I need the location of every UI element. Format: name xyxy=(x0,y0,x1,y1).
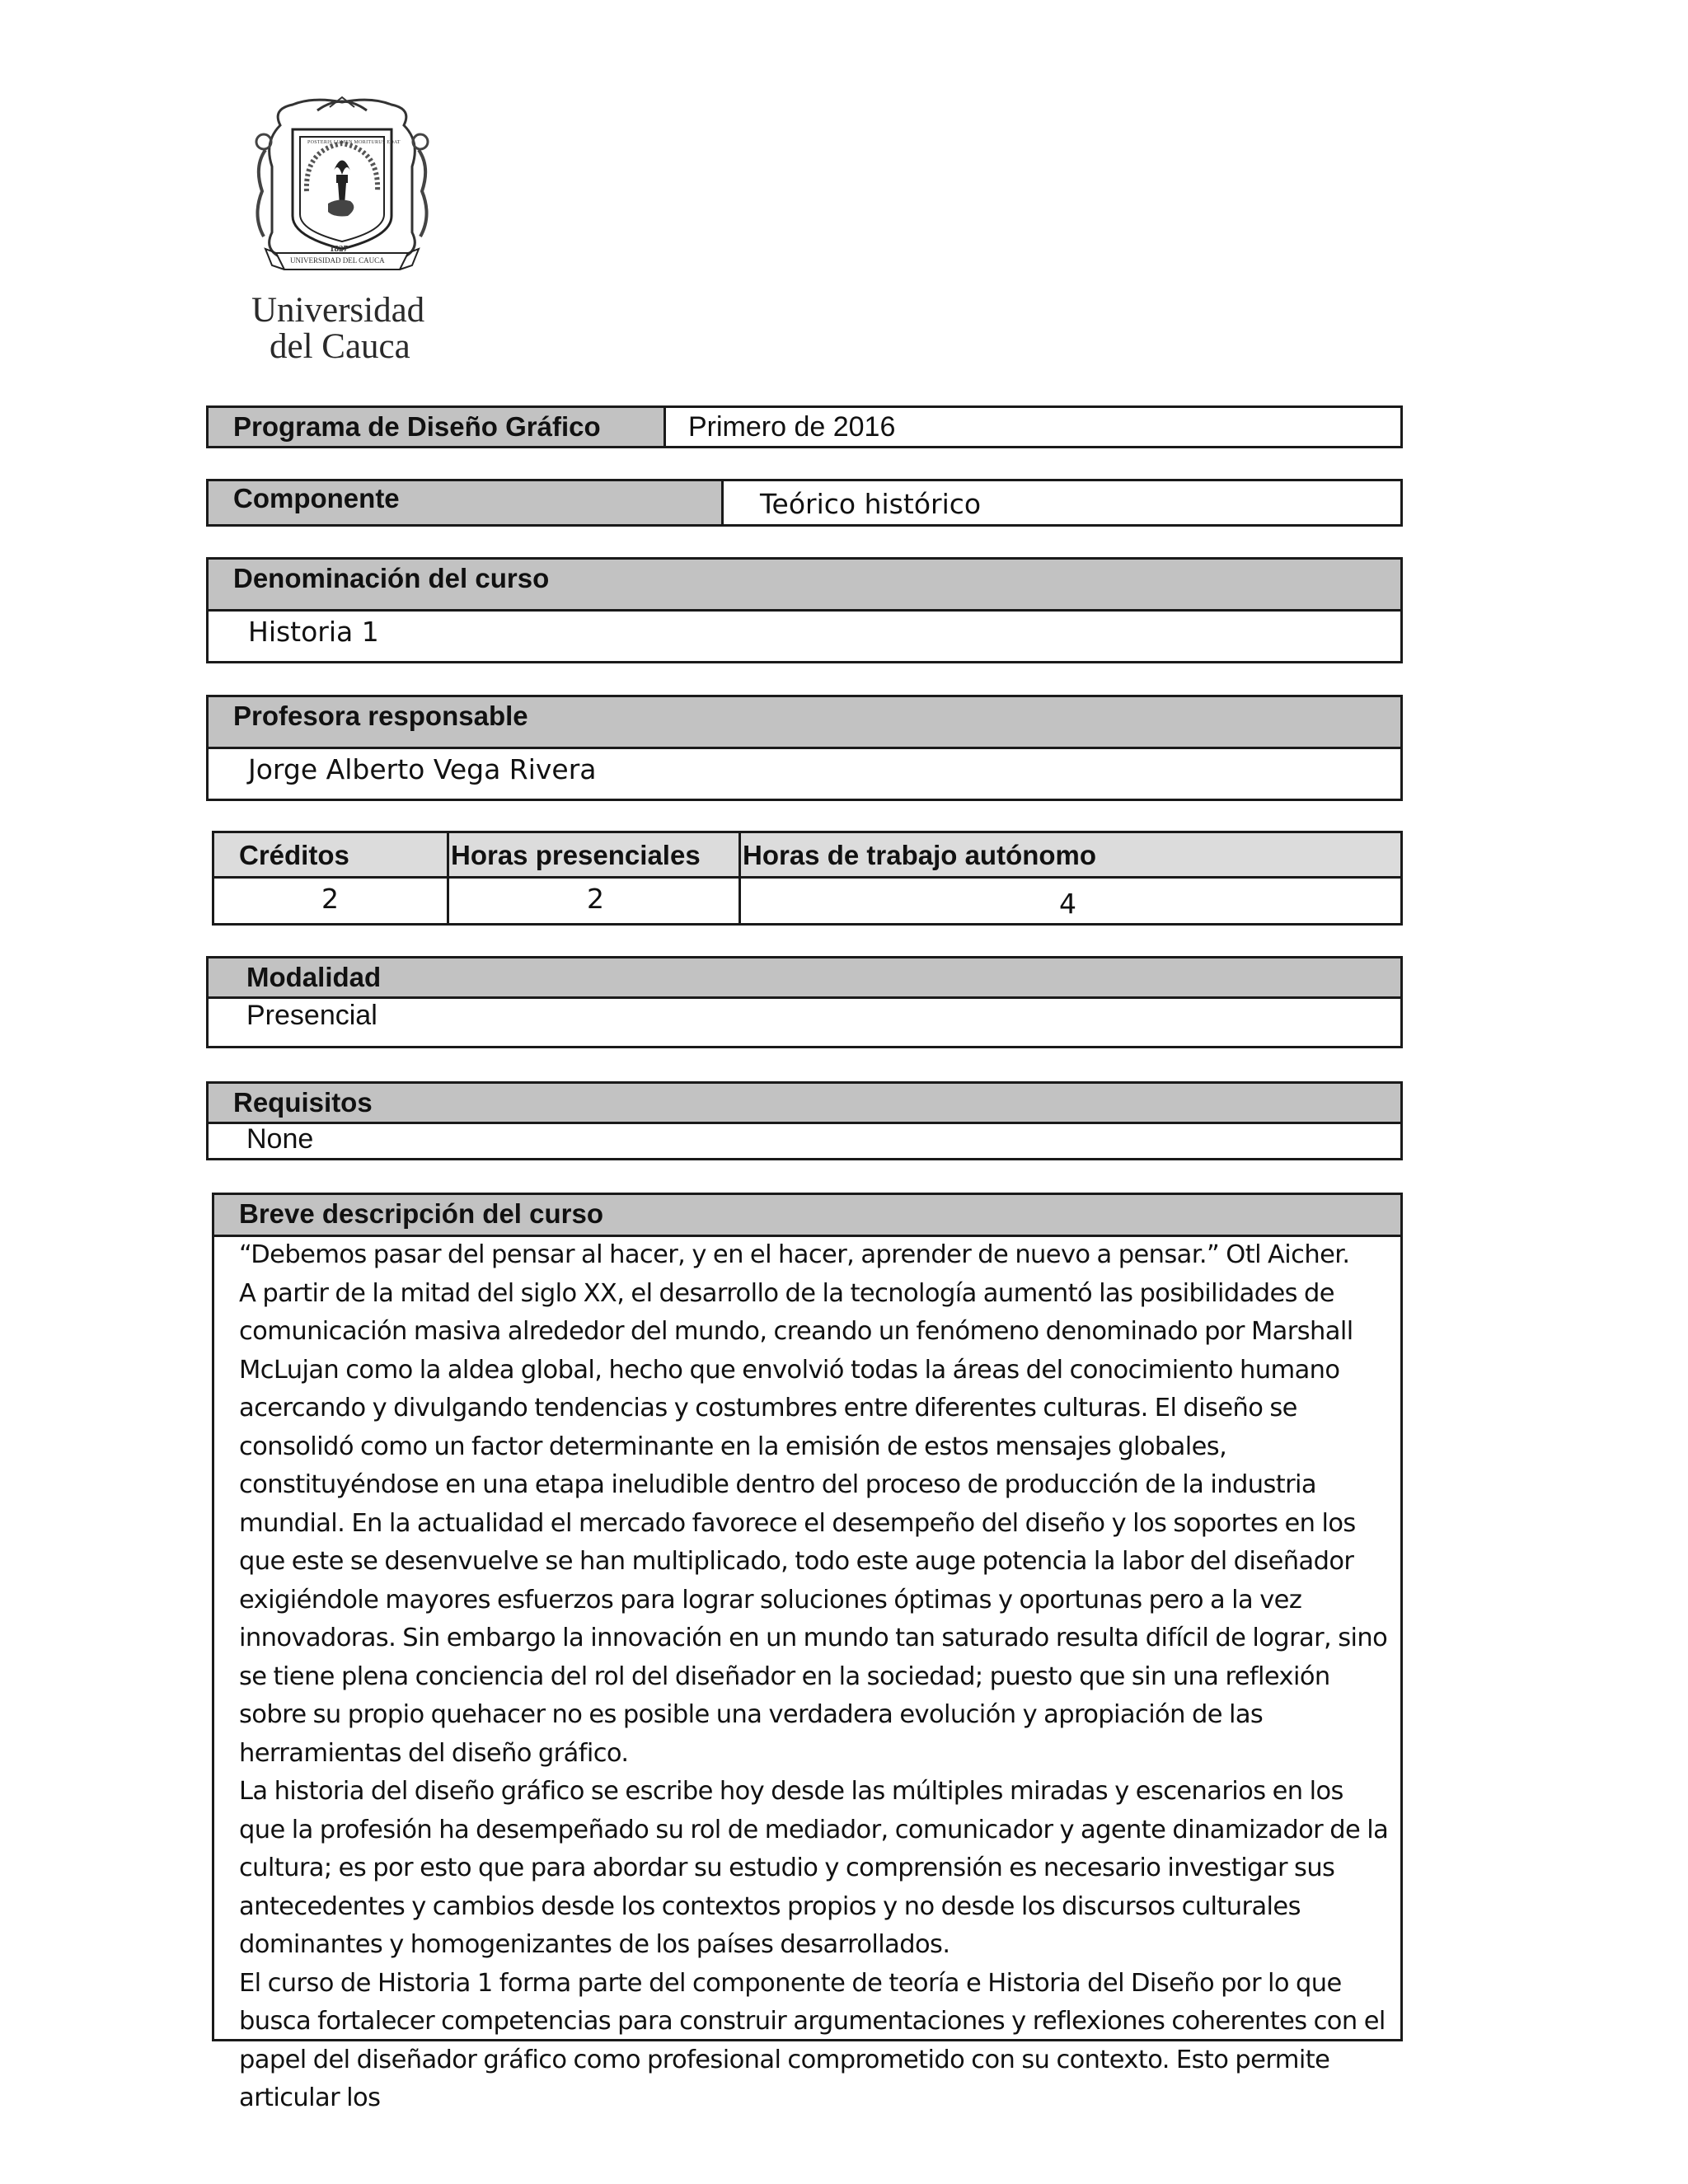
modality-section xyxy=(206,956,1403,1048)
description-label: Breve descripción del curso xyxy=(239,1198,604,1229)
contact-hours-value: 2 xyxy=(587,883,604,915)
requirements-section xyxy=(206,1081,1403,1160)
modality-label: Modalidad xyxy=(246,962,382,992)
program-label: Programa de Diseño Gráfico xyxy=(233,411,601,442)
requirements-label: Requisitos xyxy=(233,1087,373,1118)
credits-header: Créditos xyxy=(239,840,349,870)
teacher-label: Profesora responsable xyxy=(233,701,528,731)
university-logo xyxy=(247,92,437,282)
description-paragraph: “Debemos pasar del pensar al hacer, y en el hacer, aprender de nuevo a pensar.” Otl Aicher. xyxy=(239,1240,1350,1269)
teacher-section xyxy=(206,695,1403,801)
modality-value: Presencial xyxy=(246,1000,377,1031)
requirements-value: None xyxy=(246,1123,314,1155)
description-paragraph: La historia del diseño gráfico se escribe hoy desde las múltiples miradas y escenarios en los que la profesión ha desempeñado su rol de mediador, comunicador y agente dinamizador de la cultura; es por esto que para abordar su estudio y comprensión es necesario investigar sus antecedentes y cambios desde los contextos propios y no desde los discursos culturales dominantes y homogenizantes de los países desarrollados. xyxy=(239,1777,1389,1959)
teacher-value: Jorge Alberto Vega Rivera xyxy=(248,753,597,785)
description-paragraph: A partir de la mitad del siglo XX, el desarrollo de la tecnología aumentó las posibilidades de comunicación masiva alrededor del mundo, creando un fenómeno denominado por Marshall McLujan como la aldea global, hecho que envolvió todas la áreas del conocimiento humano acercando y divulgando tendencias y costumbres entre diferentes culturas. El diseño se consolidó como un factor determinante en la emisión de estos mensajes globales, constituyéndose en una etapa ineludible dentro del proceso de producción de la industria mundial. En la actualidad el mercado favorece el desempeño del diseño y los soportes en los que este se desenvuelve se han multiplicado, todo este auge potencia la labor del diseñador exigiéndole mayores esfuerzos para lograr soluciones óptimas y oportunas pero a la vez innovadoras. Sin embargo la innovación en un mundo tan saturado resulta difícil de lograr, sino se tiene plena conciencia del rol del diseñador en la sociedad; puesto que sin una reflexión sobre su propio quehacer no es posible una verdadera evolución y apropiación de las herramientas del diseño gráfico. xyxy=(239,1278,1388,1768)
logo-motto: POSTERIS LUMEN MORITURUS EDAT xyxy=(307,140,401,145)
program-value: Primero de 2016 xyxy=(688,411,896,443)
description-section xyxy=(212,1193,1403,2112)
course-name-section xyxy=(206,557,1403,663)
component-label: Componente xyxy=(233,483,400,513)
program-row xyxy=(206,405,1403,448)
credits-value: 2 xyxy=(321,883,339,915)
contact-hours-header: Horas presenciales xyxy=(451,840,701,870)
component-value: Teórico histórico xyxy=(760,488,982,520)
autonomous-hours-value: 4 xyxy=(1059,888,1076,920)
autonomous-hours-header: Horas de trabajo autónomo xyxy=(743,840,1097,870)
hours-table xyxy=(212,831,1403,926)
university-name-line1: Universidad xyxy=(251,291,425,330)
logo-year: 1827 xyxy=(330,244,348,254)
university-name-line2: del Cauca xyxy=(270,327,410,366)
description-paragraph: El curso de Historia 1 forma parte del componente de teoría e Historia del Diseño por lo que busca fortalecer competencias para construir argumentaciones y reflexiones coherentes con el papel del diseñador gráfico como profesional comprometido con su contexto. Esto permite articular los xyxy=(239,1968,1386,2112)
component-row xyxy=(206,479,1403,527)
course-name-label: Denominación del curso xyxy=(233,563,550,593)
description-body xyxy=(239,1236,1393,2118)
course-name-value: Historia 1 xyxy=(248,616,379,648)
logo-ribbon-text: UNIVERSIDAD DEL CAUCA xyxy=(290,256,385,265)
